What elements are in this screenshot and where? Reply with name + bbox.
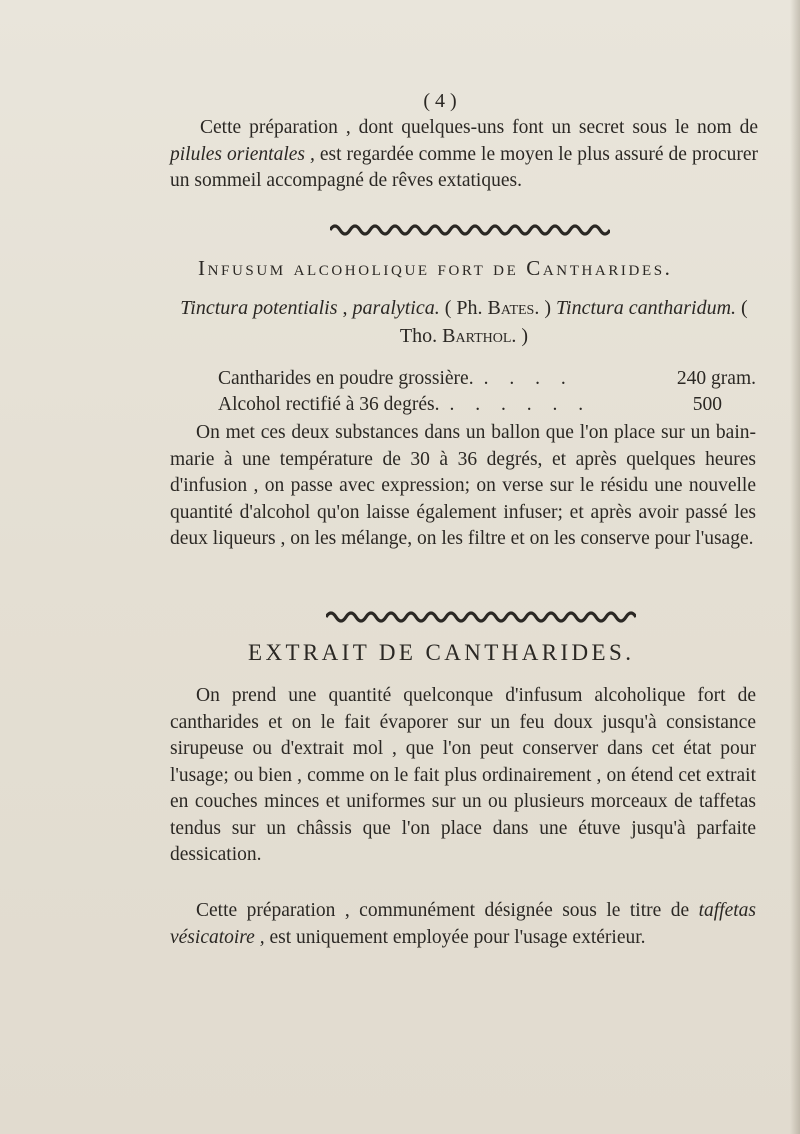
page-number: ( 4 ) (423, 90, 457, 112)
section2-paragraph-2 (170, 898, 756, 951)
ingredient-name: Alcohol rectifié à 36 degrés. (218, 394, 440, 415)
ingredient-dots: . . . . (483, 368, 574, 389)
ingredient-row (218, 392, 756, 419)
intro-text-after: est regardée comme le moyen le plus assuré de procurer un sommeil accompagné de rêves extatiques. (170, 143, 758, 191)
section1-reference (170, 294, 758, 350)
paragraph2-text-before: Cette préparation , communément désignée sous le titre de (196, 900, 699, 921)
reference-author-1: Bates. (487, 297, 540, 319)
intro-text-before: Cette préparation , dont quelques-uns font un secret sous le nom de (200, 117, 758, 138)
reference-ref-2-end: ) (516, 325, 529, 347)
section2-heading: EXTRAIT DE CANTHARIDES. (248, 640, 635, 665)
paragraph2-text-after: est uniquement employée pour l'usage extérieur. (264, 926, 646, 948)
ingredient-quantity: 240 gram. (676, 368, 756, 389)
paragraph2-italic: taffetas vésicatoire , (170, 900, 756, 948)
section1-instructions: On met ces deux substances dans un ballon que l'on place sur un bain-marie à une température de 30 à 36 degrés, et après quelques heures d'infusion , on passe avec expression; on verse sur le résidu une nouvelle quantité d'alcohol qu'on laisse également infuser; et après avoir passé les deux liqueurs , on les mélange, on les filtre et on les conserve pour l'usage. (170, 422, 756, 549)
reference-italic-2: paralytica. (352, 297, 440, 319)
ingredient-row (218, 366, 756, 393)
page-edge-shadow (790, 0, 800, 1134)
reference-italic-1: Tinctura potentialis (180, 297, 338, 319)
ingredient-dots: . . . . . . (449, 394, 592, 415)
reference-ref-1-end: ) (539, 297, 557, 319)
intro-paragraph (170, 115, 758, 195)
ornament-divider-1 (330, 223, 610, 237)
ingredient-quantity: 500 (692, 394, 722, 415)
reference-author-2: Barthol. (442, 325, 517, 347)
section1-heading: Infusum alcoholique fort de Cantharides. (198, 256, 673, 280)
ingredient-name: Cantharides en poudre grossière. (218, 368, 474, 389)
reference-italic-3: Tinctura cantharidum. (556, 297, 737, 319)
reference-sep-1: , (337, 297, 353, 319)
reference-ref-1: ( Ph. (439, 297, 488, 319)
ornament-divider-2 (326, 610, 636, 624)
reference-ref-2: ( Tho. (399, 297, 748, 347)
section2-paragraph-1: On prend une quantité quelconque d'infusum alcoholique fort de cantharides et on le fait évaporer sur un feu doux jusqu'à consistance sirupeuse ou d'extrait mol , que l'on peut conserver dans cet état pour l'usage; ou bien , comme on le fait plus ordinairement , on étend cet extrait en couches minces et uniformes sur un ou plusieurs morceaux de taffetas tendus sur un châssis que l'on place dans une étuve jusqu'à parfaite dessication. (170, 685, 756, 865)
intro-italic: pilules orientales , (170, 143, 315, 165)
